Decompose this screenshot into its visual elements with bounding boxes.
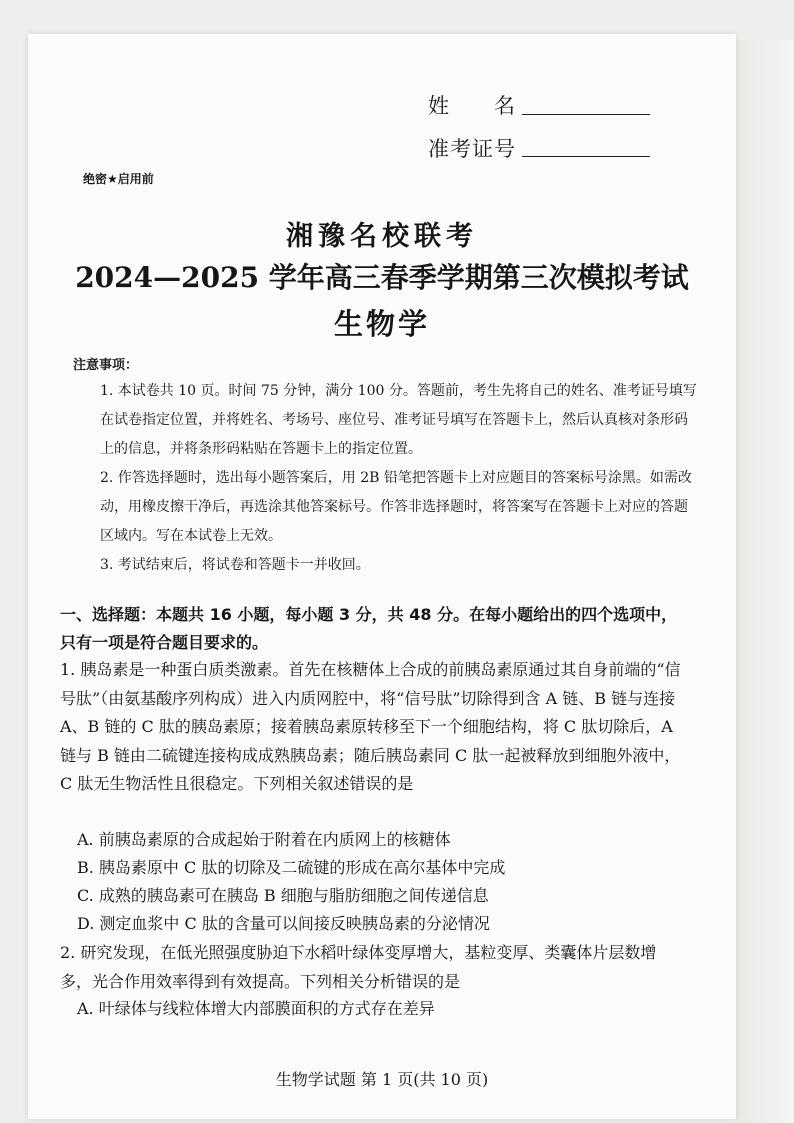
exam-name-title: 2024—2025 学年高三春季学期第三次模拟考试 — [75, 261, 689, 294]
question-stem: 2. 研究发现，在低光照强度胁迫下水稻叶绿体变厚增大，基粒变厚、类囊体片层数增多，光合作用效率得到有效提高。下列相关分析错误的是 — [60, 943, 657, 991]
name-label: 姓 名 — [428, 94, 516, 118]
secret-label: 绝密★启用前 — [83, 172, 154, 186]
question-option: C. 成熟的胰岛素可在胰岛 B 细胞与脂肪细胞之间传递信息 — [77, 886, 489, 905]
exam-id-blank-line[interactable] — [522, 156, 650, 157]
question-option: A. 叶绿体与线粒体增大内部膜面积的方式存在差异 — [77, 999, 435, 1018]
question-option: B. 胰岛素原中 C 肽的切除及二硫键的形成在高尔基体中完成 — [77, 858, 506, 877]
page-footer: 生物学试题 第 1 页(共 10 页) — [275, 1070, 489, 1089]
notice-item: 1. 本试卷共 10 页。时间 75 分钟，满分 100 分。答题前，考生先将自己的姓名、准考证号填写在试卷指定位置，并将姓名、考场号、座位号、准考证号填写在答题卡上，然后认真核对条形码上的信息，并将条形码粘贴在答题卡上的指定位置。 — [100, 383, 697, 457]
notice-item: 2. 作答选择题时，选出每小题答案后，用 2B 铅笔把答题卡上对应题目的答案标号涂黑。如需改动，用橡皮擦干净后，再选涂其他答案标号。作答非选择题时，将答案写在答题卡上对应的答题区域内。写在本试卷上无效。 — [100, 470, 692, 544]
notice-heading: 注意事项： — [73, 358, 139, 373]
name-blank-line[interactable] — [522, 114, 650, 115]
question-option: D. 测定血浆中 C 肽的含量可以间接反映胰岛素的分泌情况 — [77, 914, 490, 933]
exam-id-label: 准考证号 — [428, 137, 516, 161]
question-option: A. 前胰岛素原的合成起始于附着在内质网上的核糖体 — [77, 830, 451, 849]
exam-union-title: 湘豫名校联考 — [286, 221, 478, 252]
section-heading: 一、选择题：本题共 16 小题，每小题 3 分，共 48 分。在每小题给出的四个选项中，只有一项是符合题目要求的。 — [60, 605, 678, 652]
question-stem: 1. 胰岛素是一种蛋白质类激素。首先在核糖体上合成的前胰岛素原通过其自身前端的“信号肽”（由氨基酸序列构成）进入内质网腔中，将“信号肽”切除得到含 A 链、B 链与连接 A、B 链的 C 肽的胰岛素原；接着胰岛素原转移至下一个细胞结构，将 C 肽切除后，A 链与 B 链由二硫键连接构成成熟胰岛素；随后胰岛素同 C 肽一起被释放到细胞外液中，C 肽无生物活性且很稳定。下列相关叙述错误的是 — [60, 660, 681, 793]
notice-item: 3. 考试结束后，将试卷和答题卡一并收回。 — [100, 557, 370, 573]
page-edge — [736, 40, 794, 1123]
subject-title: 生物学 — [333, 307, 430, 341]
exam-page — [28, 34, 736, 1119]
